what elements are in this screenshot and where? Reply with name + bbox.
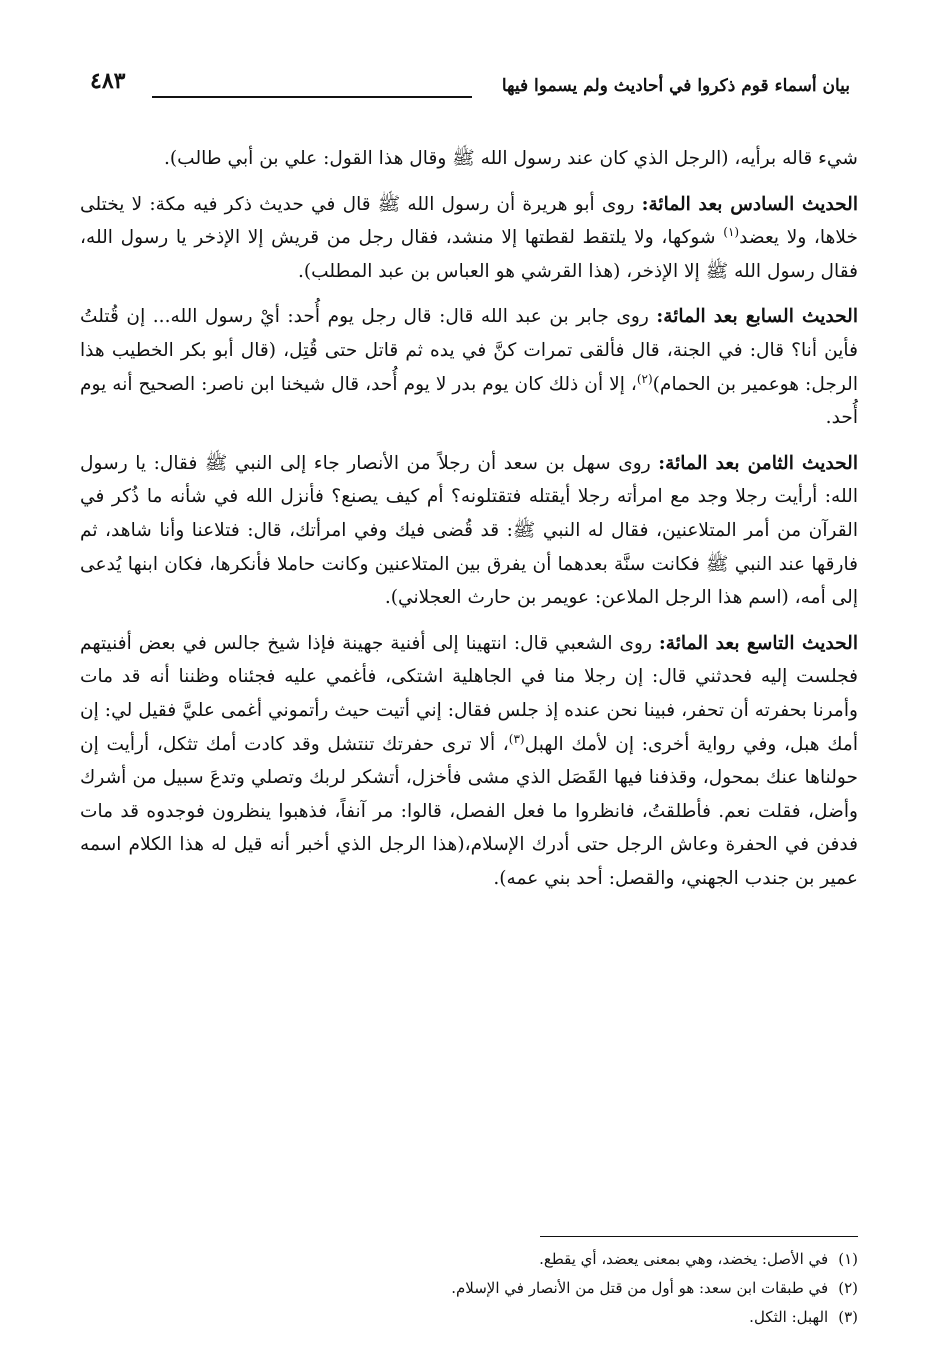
hadith-107 <box>80 300 858 434</box>
hadith-heading: الحديث الثامن بعد المائة: <box>658 452 858 474</box>
footnote-number: (٢) <box>838 1279 858 1297</box>
hadith-text: روى جابر بن عبد الله قال: قال رجل يوم أُحد: أيْ رسول الله... إن قُتلتُ فأين أنا؟ قال: في الجنة، قال فألقى تمرات كنَّ في يده ثم قاتل حتى قُتِل، (قال أبو بكر الخطيب هذا الرجل: هوعمير بن الحمام) <box>80 306 858 395</box>
footnote-text: الهبل: الثكل. <box>749 1308 829 1326</box>
hadith-text-continued: شوكها، ولا يلتقط لقطتها إلا منشد، فقال رجل من قريش إلا الإذخر يا رسول الله، فقال رسول الله ﷺ إلا الإذخر، (هذا القرشي هو العباس بن عبد المطلب). <box>80 227 858 282</box>
hadith-text: روى الشعبي قال: انتهينا إلى أفنية جهينة فإذا شيخ جالس في بعض أفنيتهم فجلست إليه فحدثني قال: إن رجلا منا في الجاهلية اشتكى، فأغمي عليه فجئناه وظننا أنه قد مات وأمرنا بحفرته أن تحفر، فبينا نحن عنده إذ جلس فقال: إني أتيت حيث رأتموني أغمى عليَّ فقيل لي: إن أمك هبل، وفي رواية أخرى: إن لأمك الهبل <box>80 632 858 755</box>
paragraph-continuation <box>80 142 858 176</box>
footnote-reference: (٣) <box>508 731 525 746</box>
footnote-1 <box>80 1245 858 1274</box>
hadith-text-continued: ، إلا أن ذلك كان يوم بدر لا يوم أُحد، قال شيخنا ابن ناصر: الصحيح أنه يوم أُحد. <box>80 373 858 429</box>
header-rule <box>152 96 472 98</box>
page-header <box>90 66 850 106</box>
page-number: ٤٨٣ <box>90 68 126 94</box>
hadith-106 <box>80 188 858 289</box>
running-title: بيان أسماء قوم ذكروا في أحاديث ولم يسموا فيها <box>501 76 850 96</box>
footnote-reference: (٢) <box>636 371 653 386</box>
hadith-heading: الحديث السادس بعد المائة: <box>641 193 859 215</box>
footnote-text: في طبقات ابن سعد: هو أول من قتل من الأنصار في الإسلام. <box>451 1279 829 1297</box>
footnote-2 <box>80 1274 858 1303</box>
footnote-reference: (١) <box>723 225 740 239</box>
hadith-109 <box>80 627 858 896</box>
footnote-text: في الأصل: يخضد، وهي بمعنى يعضد، أي يقطع. <box>539 1250 829 1268</box>
footnote-separator <box>540 1236 858 1237</box>
hadith-108 <box>80 447 858 615</box>
hadith-text: روى سهل بن سعد أن رجلاً من الأنصار جاء إلى النبي ﷺ فقال: يا رسول الله: أرأيت رجلا وجد مع امرأته رجلا أيقتله فتقتلونه؟ أم كيف يصنع؟ فأنزل الله في شأنه ما ذُكر في القرآن من أمر المتلاعنين، فقال له النبي ﷺ: قد قُضى فيك وفي امرأتك، قال: فتلاعنا وأنا شاهد، ثم فارقها عند النبي ﷺ فكانت سنَّة بعدهما أن يفرق بين المتلاعنين وكانت حاملا فأنكرها، فكان ابنها يُدعى إلى أمه، (اسم هذا الرجل الملاعن: عويمر بن حارث العجلاني). <box>80 452 858 609</box>
footnotes <box>80 1245 858 1332</box>
footnote-3 <box>80 1303 858 1332</box>
hadith-heading: الحديث التاسع بعد المائة: <box>658 632 858 654</box>
hadith-text: روى أبو هريرة أن رسول الله ﷺ قال في حديث ذكر فيه مكة: لا يختلى خلاها، ولا يعضد <box>80 193 858 249</box>
footnote-number: (٣) <box>838 1308 858 1326</box>
hadith-heading: الحديث السابع بعد المائة: <box>656 306 858 328</box>
paragraph-text: شيء قاله برأيه، (الرجل الذي كان عند رسول الله ﷺ وقال هذا القول: علي بن أبي طالب). <box>164 148 858 169</box>
main-text <box>80 142 858 907</box>
hadith-text-continued: ، ألا ترى حفرتك تنتشل وقد كادت أمك تثكل، أرأيت إن حولناها عنك بمحول، وقذفنا فيها القَصَل الذي مشى فأخزل، أتشكر لربك وتصلي وتدعَ سبيل من أشرك وأضل، فقلت نعم. فأطلقتُ، فانظروا ما فعل الفصل، قالوا: مر آنفاً، فذهبوا ينظرون فوجدوه قد مات فدفن في الحفرة وعاش الرجل حتى أدرك الإسلام،(هذا الرجل الذي أخبر أنه قيل له هذا الكلام اسمه عمير بن جندب الجهني، والقصل: أحد بني عمه). <box>80 733 858 889</box>
footnote-number: (١) <box>838 1250 858 1268</box>
